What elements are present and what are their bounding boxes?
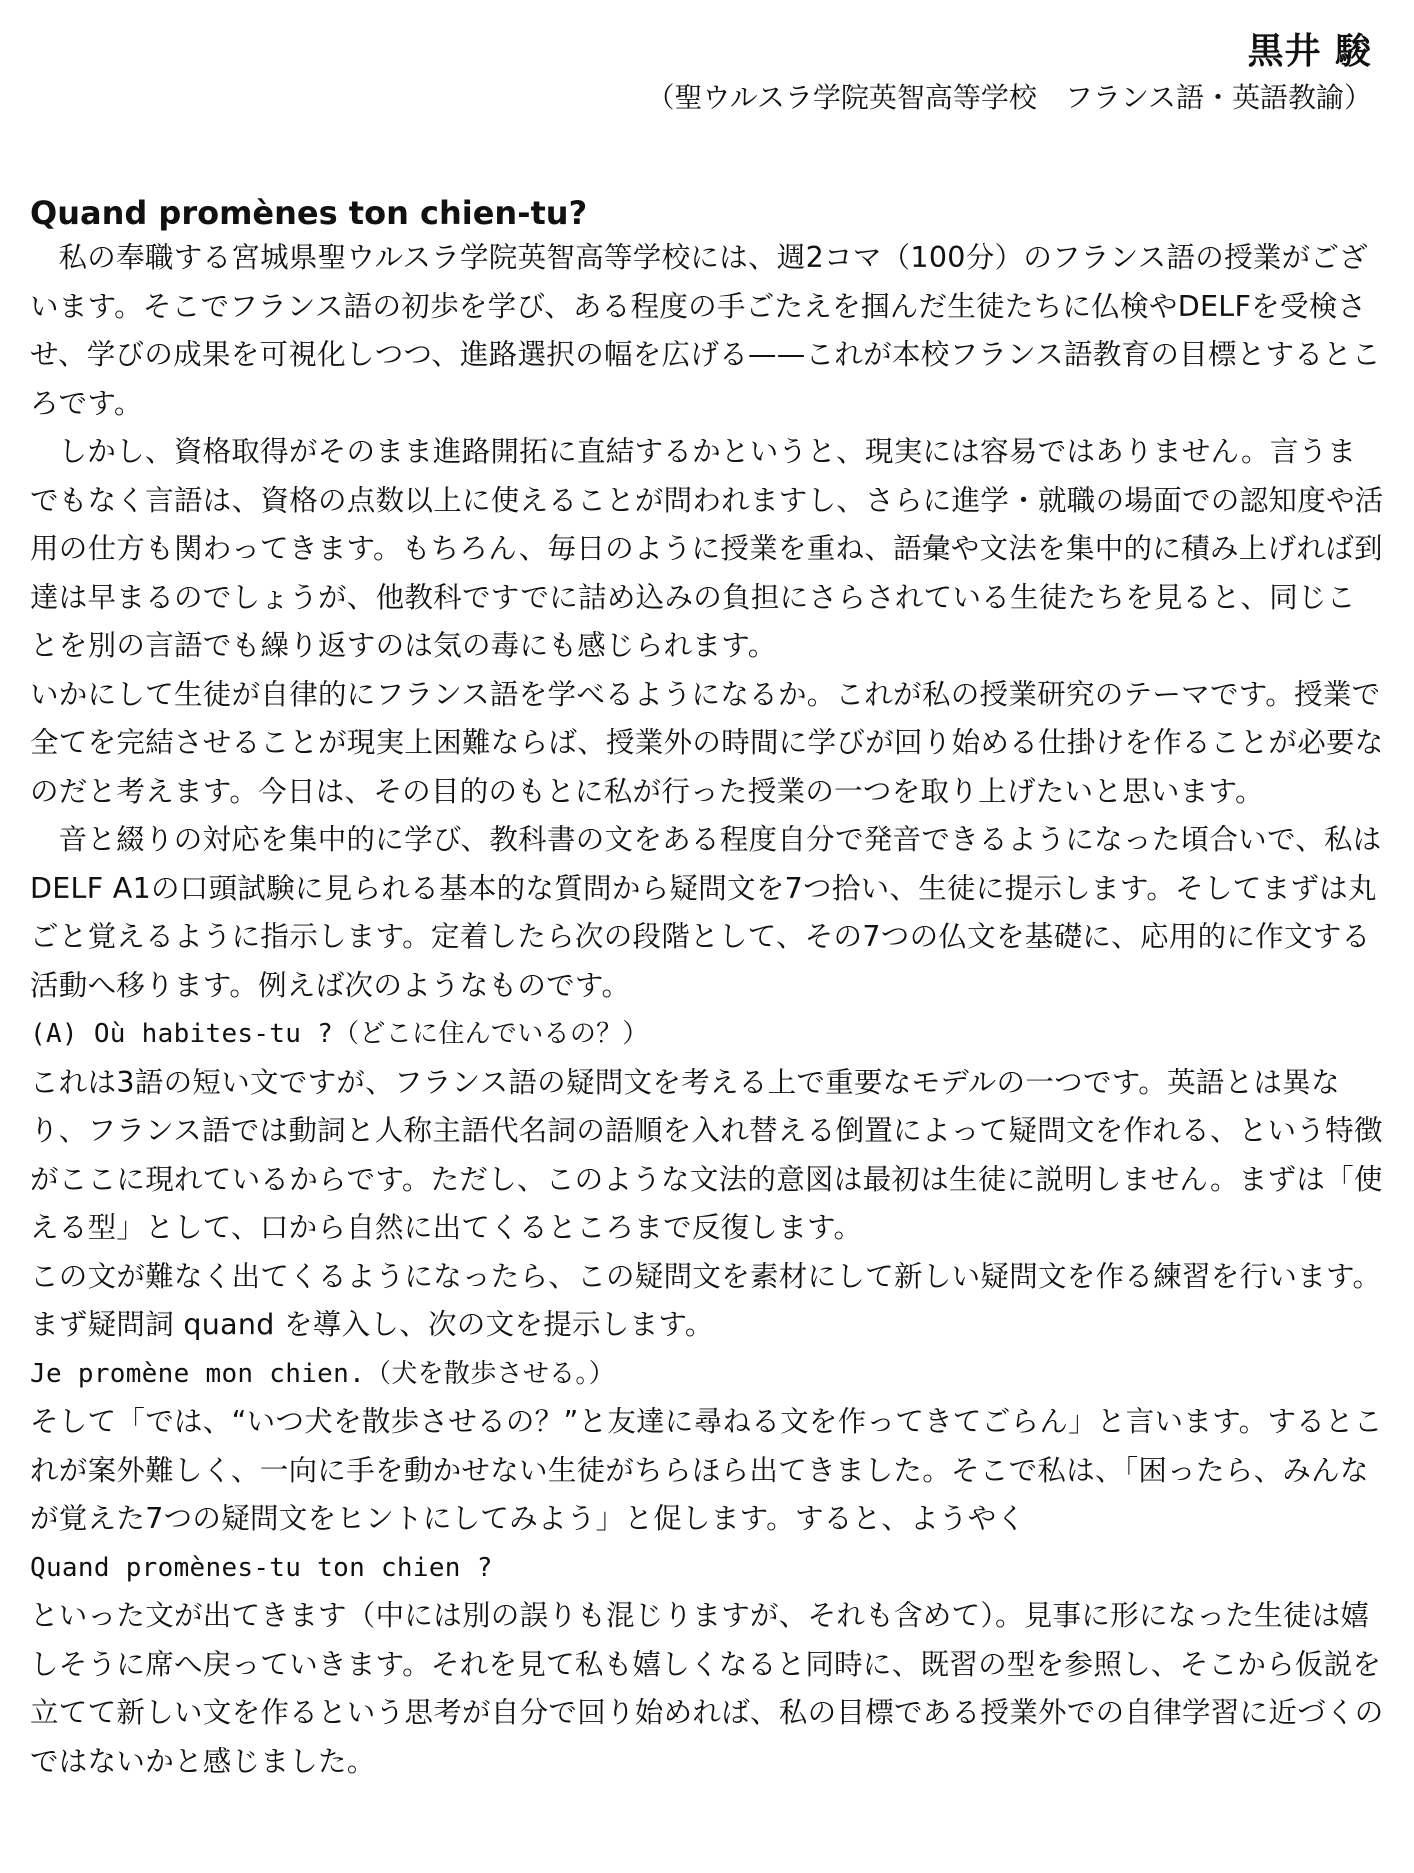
paragraph-4: 音と綴りの対応を集中的に学び、教科書の文をある程度自分で発音できるようになった頃合いで、私はDELF A1の口頭試験に見られる基本的な質問から疑問文を7つ拾い、生徒に提示します。そしてまずは丸ごと覚えるように指示します。定着したら次の段階として、その7つの仏文を基礎に、応用的に作文する活動へ移ります。例えば次のようなものです。 — [30, 823, 1382, 1002]
example-je-promene: Je promène mon chien.（犬を散歩させる。） — [30, 1358, 616, 1389]
paragraph-5: これは3語の短い文ですが、フランス語の疑問文を考える上で重要なモデルの一つです。英語とは異なり、フランス語では動詞と人称主語代名詞の語順を入れ替える倒置によって疑問文を作れる、という特徴がここに現れているからです。ただし、このような文法的意図は最初は生徒に説明しません。まずは「使える型」として、口から自然に出てくるところまで反復します。 — [30, 1065, 1383, 1244]
paragraph-1: 私の奉職する宮城県聖ウルスラ学院英智高等学校には、週2コマ（100分）のフランス語の授業がございます。そこでフランス語の初歩を学び、ある程度の手ごたえを掴んだ生徒たちに仏検やDELFを受検させ、学びの成果を可視化しつつ、進路選択の幅を広げる——これが本校フランス語教育の目標とするところです。 — [30, 241, 1381, 420]
article-body — [30, 234, 1384, 1786]
example-quand-promenes: Quand promènes-tu ton chien ? — [30, 1552, 493, 1583]
article-title: Quand promènes ton chien-tu? — [30, 194, 588, 232]
paragraph-7: そして「では、“いつ犬を散歩させるの？”と友達に尋ねる文を作ってきてごらん」と言います。するとこれが案外難しく、一向に手を動かせない生徒がちらほら出てきました。そこで私は、「困ったら、みんなが覚えた7つの疑問文をヒントにしてみよう」と促します。すると、ようやく — [30, 1405, 1383, 1535]
paragraph-6: この文が難なく出てくるようになったら、この疑問文を素材にして新しい疑問文を作る練習を行います。まず疑問詞 quand を導入し、次の文を提示します。 — [30, 1259, 1382, 1341]
paragraph-8: といった文が出てきます（中には別の誤りも混じりますが、それも含めて）。見事に形になった生徒は嬉しそうに席へ戻っていきます。それを見て私も嬉しくなると同時に、既習の型を参照し、そこから仮説を立てて新しい文を作るという思考が自分で回り始めれば、私の目標である授業外での自律学習に近づくのではないかと感じました。 — [30, 1599, 1384, 1778]
paragraph-3: いかにして生徒が自律的にフランス語を学べるようになるか。これが私の授業研究のテーマです。授業で全てを完結させることが現実上困難ならば、授業外の時間に学びが回り始める仕掛けを作ることが必要なのだと考えます。今日は、その目的のもとに私が行った授業の一つを取り上げたいと思います。 — [30, 677, 1384, 808]
author-affiliation: （聖ウルスラ学院英智高等学校 フランス語・英語教諭） — [646, 81, 1372, 114]
paragraph-2: しかし、資格取得がそのまま進路開拓に直結するかというと、現実には容易ではありません。言うまでもなく言語は、資格の点数以上に使えることが問われますし、さらに進学・就職の場面での認知度や活用の仕方も関わってきます。もちろん、毎日のように授業を重ね、語彙や文法を集中的に積み上げれば到達は早まるのでしょうが、他教科ですでに詰め込みの負担にさらされている生徒たちを見ると、同じことを別の言語でも繰り返すのは気の毒にも感じられます。 — [30, 435, 1384, 662]
example-a: (A) Où habites-tu ?（どこに住んでいるの？） — [30, 1019, 649, 1049]
author-block — [30, 28, 1372, 120]
author-name: 黒井 駿 — [1247, 31, 1372, 72]
